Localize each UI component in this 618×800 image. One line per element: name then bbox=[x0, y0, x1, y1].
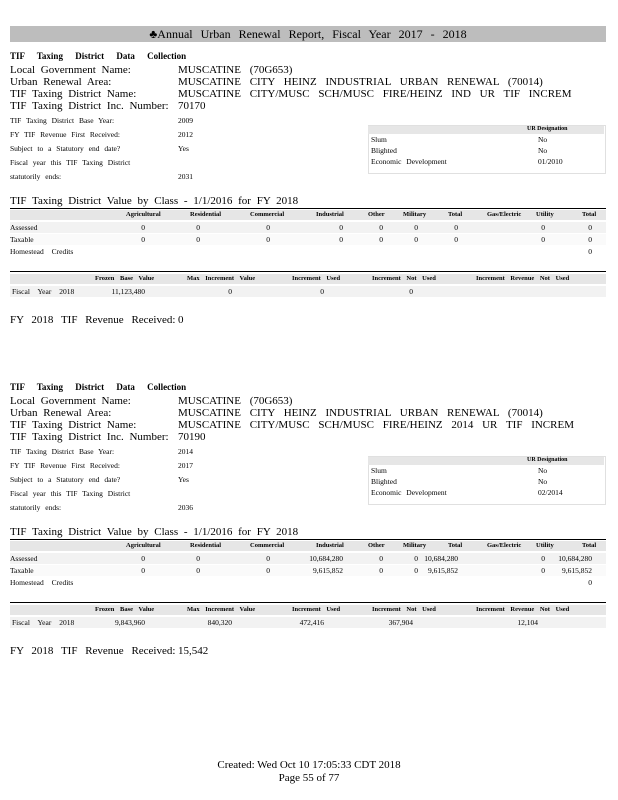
ur-row-value: No bbox=[538, 477, 548, 486]
section-title: TIF Taxing District Data Collection bbox=[10, 382, 187, 392]
base-year-value: 2014 bbox=[178, 447, 193, 456]
increment-header: Frozen Base Value bbox=[95, 275, 155, 282]
class-cell: 0 bbox=[454, 235, 458, 244]
value-by-class-title: TIF Taxing District Value by Class - 1/1/2016 for FY 2018 bbox=[10, 526, 299, 538]
class-cell: 0 bbox=[141, 566, 145, 575]
class-cell: 0 bbox=[141, 223, 145, 232]
class-header: Gas/Electric bbox=[487, 542, 522, 549]
increment-header: Increment Used bbox=[292, 275, 341, 282]
first-received-label: FY TIF Revenue First Received: bbox=[10, 461, 120, 470]
statutory-value: Yes bbox=[178, 144, 189, 153]
class-row-label: Homestead Credits bbox=[10, 578, 74, 587]
inc-number-label: TIF Taxing District Inc. Number: bbox=[10, 431, 169, 443]
district-name-value: MUSCATINE CITY/MUSC SCH/MUSC FIRE/HEINZ IND UR TIF INCREM bbox=[178, 88, 572, 100]
class-header: Residential bbox=[190, 542, 222, 549]
class-cell: 0 bbox=[541, 566, 545, 575]
class-cell: 0 bbox=[588, 235, 592, 244]
first-received-label: FY TIF Revenue First Received: bbox=[10, 130, 120, 139]
increment-cell: 472,416 bbox=[299, 618, 324, 627]
local-gov-label: Local Government Name: bbox=[10, 64, 131, 76]
ur-designation-header: UR Designation bbox=[527, 457, 568, 463]
class-header: Agricultural bbox=[126, 542, 161, 549]
local-gov-label: Local Government Name: bbox=[10, 395, 131, 407]
class-cell: 0 bbox=[339, 223, 343, 232]
district-name-label: TIF Taxing District Name: bbox=[10, 88, 137, 100]
ur-row-value: No bbox=[538, 146, 548, 155]
ur-area-value: MUSCATINE CITY HEINZ INDUSTRIAL URBAN RENEWAL (70014) bbox=[178, 407, 543, 419]
revenue-label: FY 2018 TIF Revenue Received: bbox=[10, 314, 176, 326]
ur-area-label: Urban Renewal Area: bbox=[10, 407, 112, 419]
class-header: Residential bbox=[190, 211, 222, 218]
class-row-bg bbox=[10, 565, 606, 576]
section-title: TIF Taxing District Data Collection bbox=[10, 51, 187, 61]
ur-row-label: Blighted bbox=[371, 146, 397, 155]
fiscal-end-label-2: statutorily ends: bbox=[10, 172, 62, 181]
class-row-bg bbox=[10, 234, 606, 245]
revenue-value: 0 bbox=[178, 314, 184, 326]
ur-row-label: Slum bbox=[371, 466, 387, 475]
increment-header: Max Increment Value bbox=[187, 606, 256, 613]
class-cell: 0 bbox=[414, 223, 418, 232]
class-cell: 10,684,280 bbox=[558, 554, 592, 563]
class-header: Other bbox=[368, 542, 385, 549]
class-cell: 0 bbox=[266, 554, 270, 563]
base-year-label: TIF Taxing District Base Year: bbox=[10, 447, 115, 456]
ur-row-value: No bbox=[538, 135, 548, 144]
report-title: Annual Urban Renewal Report, Fiscal Year 2017 - 2018 bbox=[157, 27, 467, 41]
fiscal-end-label: Fiscal year this TIF Taxing District bbox=[10, 489, 131, 498]
class-cell: 0 bbox=[339, 235, 343, 244]
increment-rule bbox=[10, 602, 606, 603]
ur-designation-header: UR Designation bbox=[527, 126, 568, 132]
inc-number-label: TIF Taxing District Inc. Number: bbox=[10, 100, 169, 112]
class-cell: 0 bbox=[541, 235, 545, 244]
class-cell: 0 bbox=[196, 235, 200, 244]
statutory-label: Subject to a Statutory end date? bbox=[10, 144, 121, 153]
statutory-value: Yes bbox=[178, 475, 189, 484]
class-header: Total bbox=[582, 211, 597, 218]
created-timestamp: Created: Wed Oct 10 17:05:33 CDT 2018 bbox=[217, 759, 401, 771]
local-gov-value: MUSCATINE (70G653) bbox=[178, 395, 293, 407]
fiscal-end-value: 2031 bbox=[178, 172, 193, 181]
increment-cell: 0 bbox=[409, 287, 413, 296]
increment-row-label: Fiscal Year 2018 bbox=[12, 287, 75, 296]
local-gov-value: MUSCATINE (70G653) bbox=[178, 64, 293, 76]
class-cell: 0 bbox=[379, 235, 383, 244]
class-cell: 0 bbox=[588, 247, 592, 256]
increment-cell: 9,843,960 bbox=[115, 618, 145, 627]
class-cell: 0 bbox=[266, 235, 270, 244]
class-header: Agricultural bbox=[126, 211, 161, 218]
class-cell: 0 bbox=[379, 554, 383, 563]
class-cell: 0 bbox=[541, 223, 545, 232]
class-cell: 0 bbox=[141, 235, 145, 244]
increment-cell: 367,904 bbox=[388, 618, 413, 627]
fiscal-end-label: Fiscal year this TIF Taxing District bbox=[10, 158, 131, 167]
base-year-value: 2009 bbox=[178, 116, 193, 125]
class-cell: 0 bbox=[266, 566, 270, 575]
first-received-value: 2017 bbox=[178, 461, 193, 470]
class-cell: 9,615,852 bbox=[562, 566, 592, 575]
class-header: Utility bbox=[536, 542, 554, 549]
class-cell: 0 bbox=[588, 578, 592, 587]
class-row-bg bbox=[10, 222, 606, 233]
district-name-value: MUSCATINE CITY/MUSC SCH/MUSC FIRE/HEINZ 2014 UR TIF INCREM bbox=[178, 419, 574, 431]
value-title-rule bbox=[10, 539, 606, 540]
increment-cell: 12,104 bbox=[517, 618, 538, 627]
ur-row-value: No bbox=[538, 466, 548, 475]
district-name-label: TIF Taxing District Name: bbox=[10, 419, 137, 431]
class-cell: 10,684,280 bbox=[424, 554, 458, 563]
class-row-label: Homestead Credits bbox=[10, 247, 74, 256]
report-header bbox=[10, 26, 606, 42]
ur-row-label: Slum bbox=[371, 135, 387, 144]
class-cell: 0 bbox=[141, 554, 145, 563]
class-cell: 0 bbox=[379, 566, 383, 575]
class-row-label: Taxable bbox=[10, 235, 34, 244]
class-row-bg bbox=[10, 553, 606, 564]
increment-header: Increment Revenue Not Used bbox=[476, 275, 570, 282]
ur-row-value: 02/2014 bbox=[538, 488, 563, 497]
increment-header: Increment Not Used bbox=[372, 606, 436, 613]
ur-area-value: MUSCATINE CITY HEINZ INDUSTRIAL URBAN RENEWAL (70014) bbox=[178, 76, 543, 88]
class-header: Utility bbox=[536, 211, 554, 218]
value-by-class-title: TIF Taxing District Value by Class - 1/1/2016 for FY 2018 bbox=[10, 195, 299, 207]
increment-header: Max Increment Value bbox=[187, 275, 256, 282]
class-cell: 0 bbox=[454, 223, 458, 232]
fiscal-end-label-2: statutorily ends: bbox=[10, 503, 62, 512]
ur-header-bar bbox=[368, 457, 604, 465]
base-year-label: TIF Taxing District Base Year: bbox=[10, 116, 115, 125]
class-header: Military bbox=[403, 211, 427, 218]
ur-area-label: Urban Renewal Area: bbox=[10, 76, 112, 88]
class-cell: 0 bbox=[196, 223, 200, 232]
class-cell: 0 bbox=[414, 566, 418, 575]
value-title-rule bbox=[10, 208, 606, 209]
class-row-label: Assessed bbox=[10, 554, 38, 563]
first-received-value: 2012 bbox=[178, 130, 193, 139]
class-header: Military bbox=[403, 542, 427, 549]
class-header: Total bbox=[582, 542, 597, 549]
class-cell: 9,615,852 bbox=[428, 566, 458, 575]
class-row-label: Assessed bbox=[10, 223, 38, 232]
increment-rule bbox=[10, 271, 606, 272]
class-header: Total bbox=[448, 211, 463, 218]
inc-number-value: 70190 bbox=[178, 431, 206, 443]
increment-cell: 840,320 bbox=[207, 618, 232, 627]
increment-header: Increment Revenue Not Used bbox=[476, 606, 570, 613]
class-header: Industrial bbox=[316, 211, 344, 218]
class-cell: 0 bbox=[414, 554, 418, 563]
class-header: Industrial bbox=[316, 542, 344, 549]
ur-row-label: Economic Development bbox=[371, 157, 447, 166]
class-cell: 0 bbox=[541, 554, 545, 563]
ur-row-value: 01/2010 bbox=[538, 157, 563, 166]
class-row-label: Taxable bbox=[10, 566, 34, 575]
increment-header: Frozen Base Value bbox=[95, 606, 155, 613]
inc-number-value: 70170 bbox=[178, 100, 206, 112]
class-cell: 0 bbox=[196, 566, 200, 575]
class-header: Gas/Electric bbox=[487, 211, 522, 218]
increment-header: Increment Not Used bbox=[372, 275, 436, 282]
class-header: Commercial bbox=[250, 542, 285, 549]
increment-row-label: Fiscal Year 2018 bbox=[12, 618, 75, 627]
page-number: Page 55 of 77 bbox=[278, 772, 340, 784]
revenue-value: 15,542 bbox=[178, 645, 209, 657]
class-cell: 0 bbox=[379, 223, 383, 232]
class-cell: 0 bbox=[196, 554, 200, 563]
increment-row-bg bbox=[10, 286, 606, 297]
class-cell: 0 bbox=[414, 235, 418, 244]
fiscal-end-value: 2036 bbox=[178, 503, 193, 512]
increment-cell: 0 bbox=[320, 287, 324, 296]
class-cell: 10,684,280 bbox=[309, 554, 343, 563]
class-header: Other bbox=[368, 211, 385, 218]
ur-header-bar bbox=[368, 126, 604, 134]
class-cell: 0 bbox=[266, 223, 270, 232]
increment-cell: 11,123,480 bbox=[111, 287, 145, 296]
club-icon: ♣ bbox=[149, 27, 158, 41]
ur-row-label: Economic Development bbox=[371, 488, 447, 497]
class-header: Commercial bbox=[250, 211, 285, 218]
increment-cell: 0 bbox=[228, 287, 232, 296]
class-cell: 0 bbox=[588, 223, 592, 232]
statutory-label: Subject to a Statutory end date? bbox=[10, 475, 121, 484]
ur-row-label: Blighted bbox=[371, 477, 397, 486]
class-header: Total bbox=[448, 542, 463, 549]
class-cell: 9,615,852 bbox=[313, 566, 343, 575]
increment-header: Increment Used bbox=[292, 606, 341, 613]
revenue-label: FY 2018 TIF Revenue Received: bbox=[10, 645, 176, 657]
